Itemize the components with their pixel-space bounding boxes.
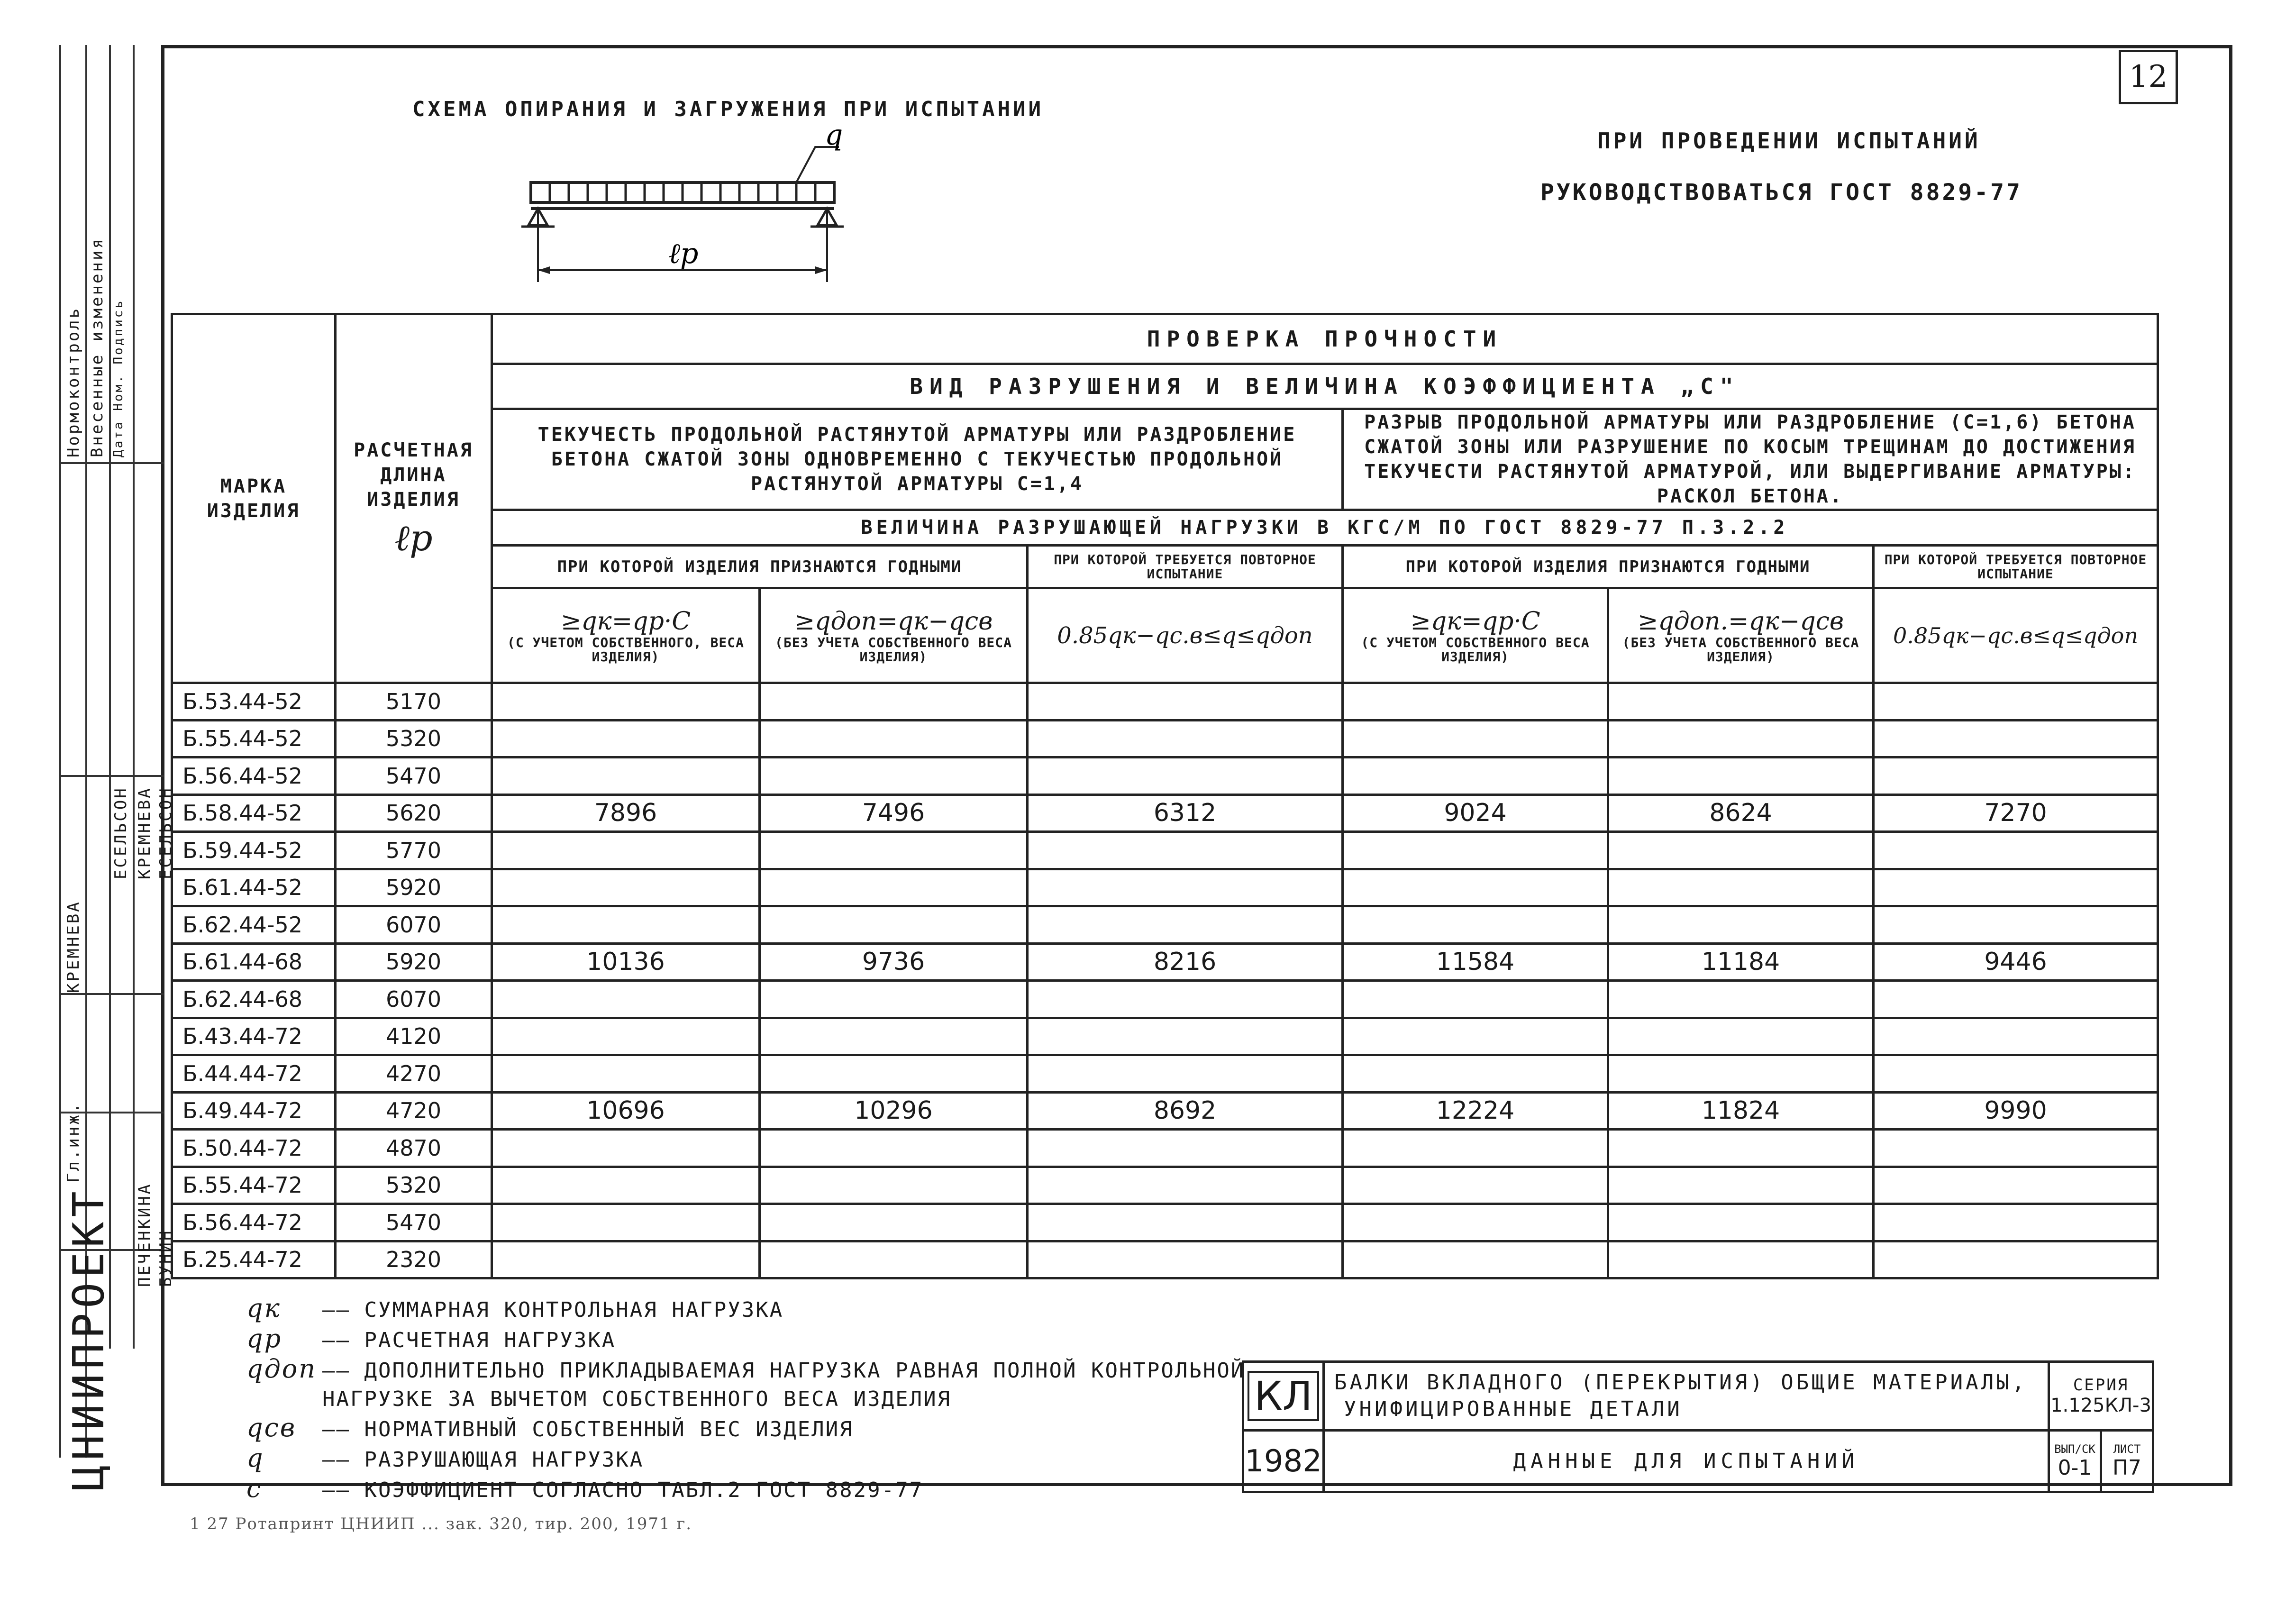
- empty-cell: [1028, 1204, 1343, 1241]
- row-mark: Б.43.44-72: [172, 1018, 336, 1055]
- side-label: ЕСЕЛЬСОН: [156, 786, 175, 879]
- formula-f2: ≥qдоп=qк−qсв (БЕЗ УЧЕТА СОБСТВЕННОГО ВЕСА ИЗДЕЛИЯ): [760, 588, 1028, 683]
- empty-cell: [1608, 757, 1874, 795]
- empty-cell: [492, 683, 760, 721]
- row-length: 6070: [336, 981, 492, 1018]
- empty-cell: [492, 906, 760, 944]
- empty-cell: [1028, 906, 1343, 944]
- formula-f1: ≥qк=qр·С (С УЧЕТОМ СОБСТВЕННОГО, ВЕСА ИЗДЕЛИЯ): [492, 588, 760, 683]
- load-value: 11184: [1608, 943, 1874, 981]
- empty-cell: [1028, 981, 1343, 1018]
- legend-item: qк —— СУММАРНАЯ КОНТРОЛЬНАЯ НАГРУЗКА: [246, 1293, 784, 1323]
- row-length: 5770: [336, 832, 492, 869]
- empty-cell: [492, 1204, 760, 1241]
- empty-cell: [1608, 720, 1874, 757]
- row-mark: Б.49.44-72: [172, 1092, 336, 1130]
- empty-cell: [760, 720, 1028, 757]
- table-row: [172, 683, 2158, 721]
- stamp-logo: КЛ: [1243, 1362, 1324, 1431]
- stamp-series: СЕРИЯ 1.125КЛ-3: [2049, 1362, 2153, 1431]
- side-line: [133, 45, 135, 1349]
- empty-cell: [760, 757, 1028, 795]
- table-row: [172, 943, 2158, 981]
- row-mark: Б.61.44-68: [172, 943, 336, 981]
- side-label: ПЕЧЕНКИНА: [135, 1182, 154, 1287]
- legend-item: НАГРУЗКЕ ЗА ВЫЧЕТОМ СОБСТВЕННОГО ВЕСА ИЗДЕЛИЯ: [322, 1387, 952, 1411]
- failure-a: ТЕКУЧЕСТЬ ПРОДОЛЬНОЙ РАСТЯНУТОЙ АРМАТУРЫ ИЛИ РАЗДРОБЛЕНИЕ БЕТОНА СЖАТОЙ ЗОНЫ ОДНОВРЕМЕННО С ТЕКУЧЕСТЬЮ ПРОДОЛЬНОЙ РАСТЯНУТОЙ АРМАТУРЫ С=1,4: [492, 409, 1343, 510]
- legend-item: q —— РАЗРУШАЮЩАЯ НАГРУЗКА: [246, 1443, 644, 1473]
- empty-cell: [1608, 1055, 1874, 1093]
- empty-cell: [1028, 757, 1343, 795]
- load-value: 12224: [1343, 1092, 1608, 1130]
- empty-cell: [492, 720, 760, 757]
- row-mark: Б.44.44-72: [172, 1055, 336, 1093]
- empty-cell: [1608, 1204, 1874, 1241]
- load-value: 7896: [492, 794, 760, 832]
- row-length: 5320: [336, 1167, 492, 1204]
- empty-cell: [760, 683, 1028, 721]
- empty-cell: [1028, 683, 1343, 721]
- side-label: КРЕМНЕВА: [135, 786, 154, 879]
- stamp-subtitle: ДАННЫЕ ДЛЯ ИСПЫТАНИЙ: [1324, 1431, 2049, 1492]
- row-mark: Б.62.44-52: [172, 906, 336, 944]
- empty-cell: [492, 1241, 760, 1278]
- empty-cell: [1343, 869, 1608, 906]
- empty-cell: [1028, 869, 1343, 906]
- legend-item: qсв —— НОРМАТИВНЫЙ СОБСТВЕННЫЙ ВЕС ИЗДЕЛИЯ: [246, 1413, 854, 1442]
- stamp-title: БАЛКИ ВКЛАДНОГО (ПЕРЕКРЫТИЯ) ОБЩИЕ МАТЕРИАЛЫ, УНИФИЦИРОВАННЫЕ ДЕТАЛИ: [1324, 1362, 2049, 1431]
- table-row: [172, 794, 2158, 832]
- gost-note-line1: ПРИ ПРОВЕДЕНИИ ИСПЫТАНИЙ: [1597, 128, 1981, 154]
- table-row: [172, 832, 2158, 869]
- empty-cell: [1028, 1241, 1343, 1278]
- empty-cell: [1874, 1167, 2158, 1204]
- table-row: [172, 1055, 2158, 1093]
- empty-cell: [1028, 720, 1343, 757]
- empty-cell: [1608, 832, 1874, 869]
- empty-cell: [760, 1167, 1028, 1204]
- empty-cell: [760, 832, 1028, 869]
- accepted-header-a: ПРИ КОТОРОЙ ИЗДЕЛИЯ ПРИЗНАЮТСЯ ГОДНЫМИ: [492, 546, 1028, 588]
- table-row: [172, 1204, 2158, 1241]
- legend-item: qдоп —— ДОПОЛНИТЕЛЬНО ПРИКЛАДЫВАЕМАЯ НАГРУЗКА РАВНАЯ ПОЛНОЙ КОНТРОЛЬНОЙ: [246, 1354, 1245, 1384]
- side-line: [59, 993, 164, 995]
- empty-cell: [760, 1018, 1028, 1055]
- empty-cell: [760, 1241, 1028, 1278]
- load-value: 11824: [1608, 1092, 1874, 1130]
- legend-item: qр —— РАСЧЕТНАЯ НАГРУЗКА: [246, 1323, 616, 1353]
- row-length: 5170: [336, 683, 492, 721]
- empty-cell: [760, 981, 1028, 1018]
- row-mark: Б.56.44-72: [172, 1204, 336, 1241]
- empty-cell: [1874, 832, 2158, 869]
- scheme-title: СХЕМА ОПИРАНИЯ И ЗАГРУЖЕНИЯ ПРИ ИСПЫТАНИИ: [412, 97, 1044, 121]
- row-length: 4720: [336, 1092, 492, 1130]
- empty-cell: [1874, 757, 2158, 795]
- empty-cell: [1608, 1241, 1874, 1278]
- stamp-year: 1982: [1243, 1431, 1324, 1492]
- empty-cell: [760, 869, 1028, 906]
- empty-cell: [1874, 720, 2158, 757]
- scheme-span-label: ℓр: [668, 237, 699, 270]
- row-mark: Б.55.44-52: [172, 720, 336, 757]
- table-row: [172, 1018, 2158, 1055]
- sheet-number: 12: [2119, 50, 2178, 104]
- empty-cell: [492, 757, 760, 795]
- side-label: ЕСЕЛЬСОН: [111, 786, 130, 879]
- load-value: 11584: [1343, 943, 1608, 981]
- empty-cell: [492, 1055, 760, 1093]
- empty-cell: [1874, 1055, 2158, 1093]
- table-row: [172, 720, 2158, 757]
- side-line: [59, 45, 61, 1458]
- row-length: 4870: [336, 1130, 492, 1167]
- test-data-table: [171, 313, 2159, 1279]
- retest-header-b: ПРИ КОТОРОЙ ТРЕБУЕТСЯ ПОВТОРНОЕ ИСПЫТАНИЕ: [1874, 546, 2158, 588]
- empty-cell: [1874, 906, 2158, 944]
- side-line: [109, 45, 111, 1349]
- load-value-header: ВЕЛИЧИНА РАЗРУШАЮЩЕЙ НАГРУЗКИ В КГС/М ПО ГОСТ 8829-77 П.3.2.2: [492, 510, 2158, 546]
- row-length: 2320: [336, 1241, 492, 1278]
- empty-cell: [1874, 981, 2158, 1018]
- table-row: [172, 1092, 2158, 1130]
- row-length: 4270: [336, 1055, 492, 1093]
- empty-cell: [1874, 1130, 2158, 1167]
- empty-cell: [1343, 1018, 1608, 1055]
- stamp-sheet: ЛИСТ П7: [2101, 1431, 2153, 1492]
- empty-cell: [1343, 720, 1608, 757]
- load-value: 8216: [1028, 943, 1343, 981]
- row-mark: Б.61.44-52: [172, 869, 336, 906]
- empty-cell: [492, 1130, 760, 1167]
- side-strip: [57, 45, 175, 1491]
- side-line: [59, 462, 164, 464]
- table-row: [172, 981, 2158, 1018]
- empty-cell: [1608, 1130, 1874, 1167]
- scheme-load-label: q: [825, 128, 843, 152]
- row-mark: Б.55.44-72: [172, 1167, 336, 1204]
- length-symbol: ℓр: [394, 516, 433, 559]
- load-value: 9736: [760, 943, 1028, 981]
- row-mark: Б.56.44-52: [172, 757, 336, 795]
- gost-note-line2: РУКОВОДСТВОВАТЬСЯ ГОСТ 8829-77: [1540, 179, 2022, 206]
- empty-cell: [1343, 757, 1608, 795]
- row-mark: Б.62.44-68: [172, 981, 336, 1018]
- row-mark: Б.50.44-72: [172, 1130, 336, 1167]
- empty-cell: [1343, 683, 1608, 721]
- row-length: 6070: [336, 906, 492, 944]
- empty-cell: [1343, 906, 1608, 944]
- row-length: 5920: [336, 943, 492, 981]
- empty-cell: [492, 869, 760, 906]
- empty-cell: [1028, 1055, 1343, 1093]
- failure-type-header: ВИД РАЗРУШЕНИЯ И ВЕЛИЧИНА КОЭФФИЦИЕНТА „С": [492, 364, 2158, 409]
- load-value: 10696: [492, 1092, 760, 1130]
- table-row: [172, 1167, 2158, 1204]
- side-label: Гл.инж.: [64, 1101, 83, 1183]
- stamp-issue: ВЫП/СК 0-1: [2049, 1431, 2101, 1492]
- legend-item: с —— КОЭФФИЦИЕНТ СОГЛАСНО ТАБЛ.2 ГОСТ 8829-77: [246, 1473, 924, 1503]
- empty-cell: [492, 981, 760, 1018]
- side-label: БУНИН: [156, 1229, 175, 1287]
- load-value: 9990: [1874, 1092, 2158, 1130]
- formula-f4: ≥qк=qр·С (С УЧЕТОМ СОБСТВЕННОГО ВЕСА ИЗДЕЛИЯ): [1343, 588, 1608, 683]
- load-value: 9024: [1343, 794, 1608, 832]
- print-footer: 1 27 Ротапринт ЦНИИП ... зак. 320, тир. 200, 1971 г.: [190, 1515, 692, 1533]
- row-mark: Б.58.44-52: [172, 794, 336, 832]
- row-length: 5470: [336, 1204, 492, 1241]
- empty-cell: [1343, 1204, 1608, 1241]
- formula-f3: 0.85qк−qс.в≤q≤qдоп: [1028, 588, 1343, 683]
- empty-cell: [1608, 1167, 1874, 1204]
- col-mark-header: МАРКА ИЗДЕЛИЯ: [172, 314, 336, 683]
- empty-cell: [1028, 1167, 1343, 1204]
- table-row: [172, 1130, 2158, 1167]
- row-length: 5470: [336, 757, 492, 795]
- row-mark: Б.53.44-52: [172, 683, 336, 721]
- empty-cell: [1608, 981, 1874, 1018]
- retest-header-a: ПРИ КОТОРОЙ ТРЕБУЕТСЯ ПОВТОРНОЕ ИСПЫТАНИЕ: [1028, 546, 1343, 588]
- side-label: Дата Ном. Подпись: [111, 299, 126, 457]
- table-row: [172, 757, 2158, 795]
- load-value: 6312: [1028, 794, 1343, 832]
- table-row: [172, 1241, 2158, 1278]
- empty-cell: [1608, 1018, 1874, 1055]
- col-length-header: РАСЧЕТНАЯ ДЛИНА ИЗДЕЛИЯ ℓр: [336, 314, 492, 683]
- load-value: 9446: [1874, 943, 2158, 981]
- empty-cell: [1343, 1241, 1608, 1278]
- strength-check-header: ПРОВЕРКА ПРОЧНОСТИ: [492, 314, 2158, 364]
- table-row: [172, 906, 2158, 944]
- side-label: Нормоконтроль: [64, 306, 83, 457]
- formula-f6: 0.85qк−qс.в≤q≤qдоп: [1874, 588, 2158, 683]
- empty-cell: [1874, 869, 2158, 906]
- row-length: 5320: [336, 720, 492, 757]
- load-value: 10136: [492, 943, 760, 981]
- side-line: [59, 775, 164, 777]
- empty-cell: [1874, 1204, 2158, 1241]
- empty-cell: [1874, 1241, 2158, 1278]
- load-value: 7496: [760, 794, 1028, 832]
- empty-cell: [1874, 1018, 2158, 1055]
- row-length: 4120: [336, 1018, 492, 1055]
- empty-cell: [1028, 1130, 1343, 1167]
- loading-scheme-diagram: [512, 128, 863, 284]
- row-length: 5920: [336, 869, 492, 906]
- side-label: Внесенные изменения: [88, 237, 107, 457]
- empty-cell: [1608, 683, 1874, 721]
- empty-cell: [760, 1130, 1028, 1167]
- empty-cell: [760, 906, 1028, 944]
- empty-cell: [492, 1018, 760, 1055]
- empty-cell: [1874, 683, 2158, 721]
- title-block: [1242, 1360, 2154, 1493]
- load-value: 7270: [1874, 794, 2158, 832]
- empty-cell: [1343, 1055, 1608, 1093]
- row-mark: Б.25.44-72: [172, 1241, 336, 1278]
- table-row: [172, 869, 2158, 906]
- empty-cell: [1343, 1167, 1608, 1204]
- row-length: 5620: [336, 794, 492, 832]
- load-value: 8624: [1608, 794, 1874, 832]
- row-mark: Б.59.44-52: [172, 832, 336, 869]
- empty-cell: [1028, 1018, 1343, 1055]
- formula-f5: ≥qдоп.=qк−qсв (БЕЗ УЧЕТА СОБСТВЕННОГО ВЕСА ИЗДЕЛИЯ): [1608, 588, 1874, 683]
- empty-cell: [1028, 832, 1343, 869]
- accepted-header-b: ПРИ КОТОРОЙ ИЗДЕЛИЯ ПРИЗНАЮТСЯ ГОДНЫМИ: [1343, 546, 1874, 588]
- empty-cell: [1343, 981, 1608, 1018]
- empty-cell: [760, 1055, 1028, 1093]
- side-label: КРЕМНЕВА: [64, 900, 83, 993]
- side-label-org: ЦНИИПРОЕКТ: [64, 1186, 114, 1491]
- load-value: 10296: [760, 1092, 1028, 1130]
- load-value: 8692: [1028, 1092, 1343, 1130]
- empty-cell: [492, 832, 760, 869]
- empty-cell: [1608, 869, 1874, 906]
- empty-cell: [1343, 1130, 1608, 1167]
- empty-cell: [1608, 906, 1874, 944]
- legend: [246, 1294, 1245, 1505]
- empty-cell: [1343, 832, 1608, 869]
- empty-cell: [492, 1167, 760, 1204]
- empty-cell: [760, 1204, 1028, 1241]
- failure-b: РАЗРЫВ ПРОДОЛЬНОЙ АРМАТУРЫ ИЛИ РАЗДРОБЛЕНИЕ (С=1,6) БЕТОНА СЖАТОЙ ЗОНЫ ИЛИ РАЗРУШЕНИЕ ПО КОСЫМ ТРЕЩИНАМ ДО ДОСТИЖЕНИЯ ТЕКУЧЕСТИ РАСТЯНУТОЙ АРМАТУРОЙ, ИЛИ ВЫДЕРГИВАНИЕ АРМАТУРЫ: РАСКОЛ БЕТОНА.: [1343, 409, 2158, 510]
